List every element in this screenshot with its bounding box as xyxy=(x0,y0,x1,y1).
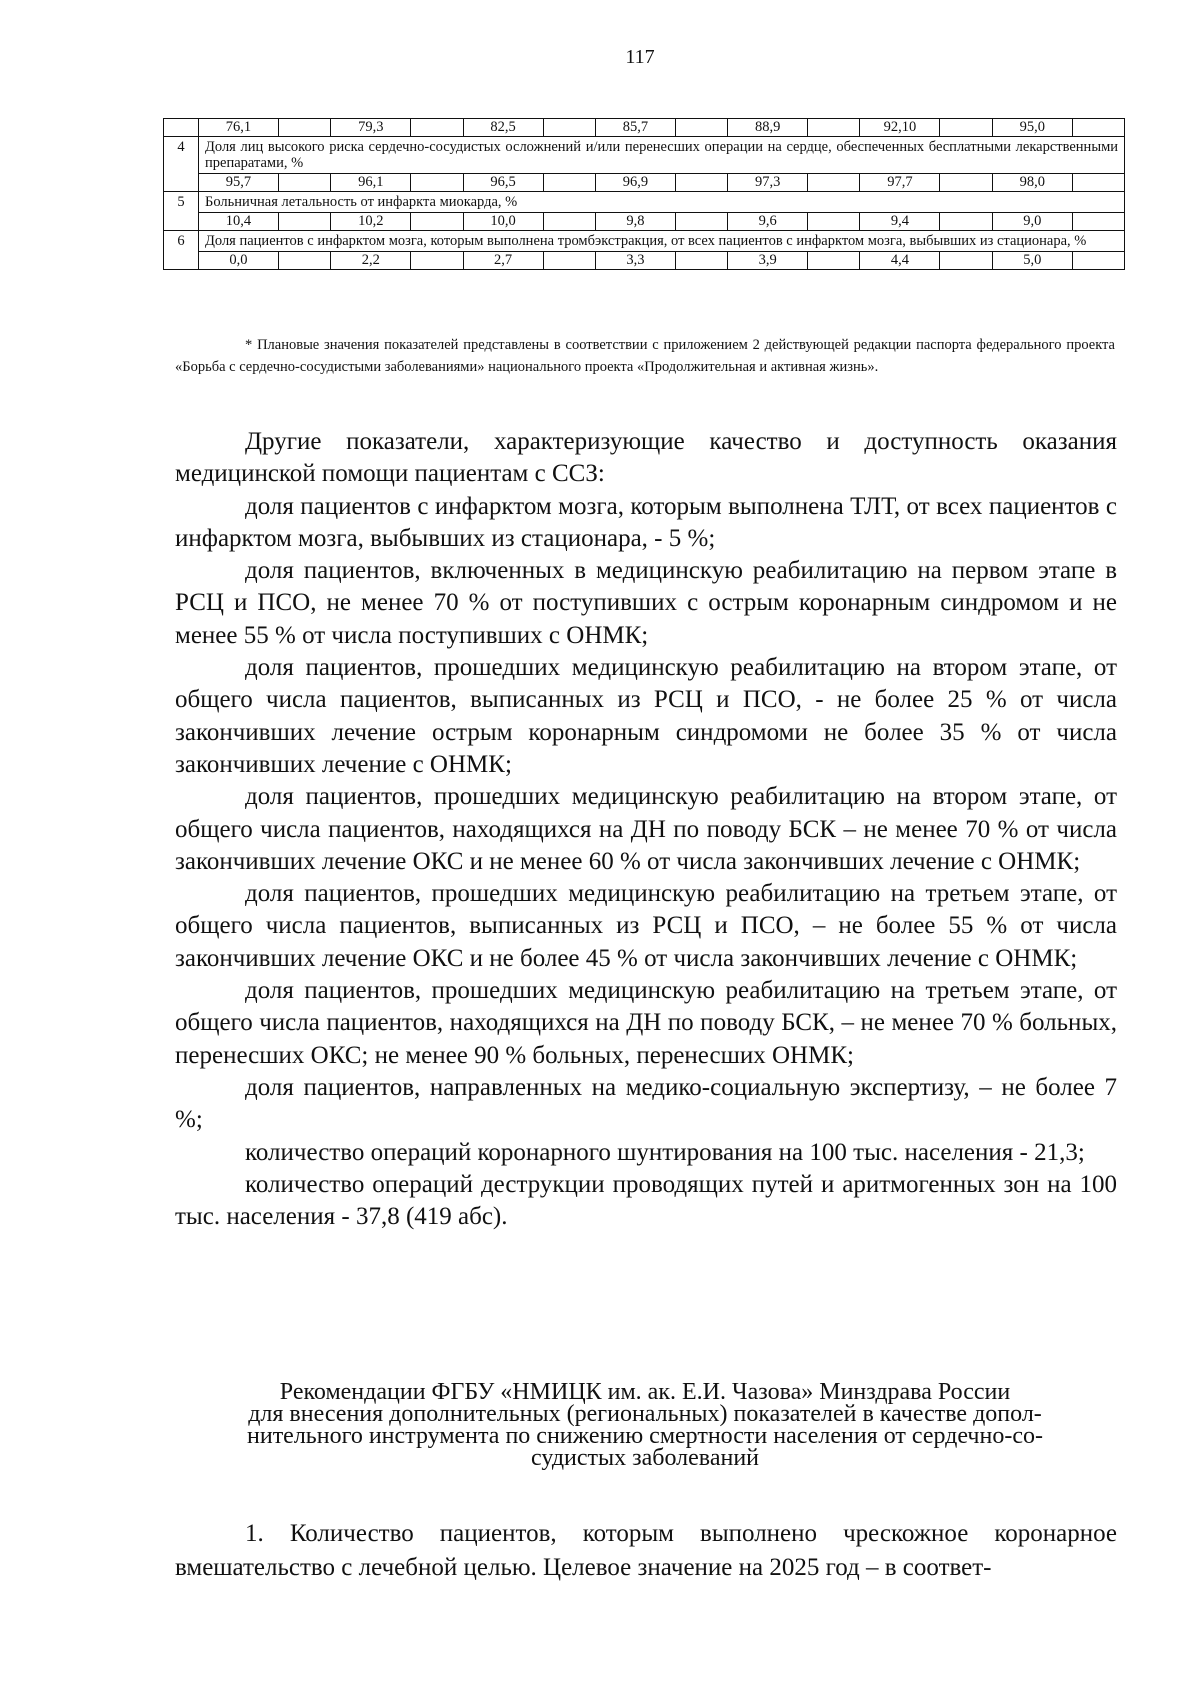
body-text xyxy=(175,426,1117,1233)
value-cell xyxy=(544,213,596,230)
indicator-title: Доля лиц высокого риска сердечно-сосудистых осложнений и/или перенесших операции на сердце, обеспеченных бесплатными лекарственными препаратами, % xyxy=(199,137,1125,174)
value-cell xyxy=(940,213,992,230)
value-cell: 98,0 xyxy=(993,174,1073,191)
value-cell xyxy=(676,252,728,269)
heading-line: нительного инструмента по снижению смертности населения от сердечно-со- xyxy=(247,1423,1043,1449)
value-cell xyxy=(279,252,331,269)
value-cell: 3,9 xyxy=(728,252,808,269)
footnote: * Плановые значения показателей представлены в соответствии с приложением 2 действующей редакции паспорта федерального проекта «Борьба с сердечно-сосудистыми заболеваниями» национального проекта «Продолжительная и активная жизнь». xyxy=(175,337,1115,375)
value-cell: 92,10 xyxy=(860,119,940,136)
heading-line: Рекомендации ФГБУ «НМИЦК им. ак. Е.И. Чазова» Минздрава России xyxy=(279,1379,1011,1405)
table-row xyxy=(164,213,1125,231)
value-cell xyxy=(544,252,596,269)
value-cell: 10,0 xyxy=(464,213,544,230)
values-row xyxy=(199,119,1124,136)
value-cell xyxy=(544,119,596,136)
value-cell xyxy=(411,174,463,191)
value-cell xyxy=(808,252,860,269)
table-row xyxy=(164,174,1125,192)
value-cell: 96,5 xyxy=(464,174,544,191)
indicator-title: Доля пациентов с инфарктом мозга, которым выполнена тромбэкстракция, от всех пациентов с инфарктом мозга, выбывших из стационара, % xyxy=(199,231,1125,252)
row-number: 5 xyxy=(164,192,199,231)
paragraph: доля пациентов, прошедших медицинскую реабилитацию на третьем этапе, от общего числа пациентов, находящихся на ДН по поводу БСК, – не менее 70 % больных, перенесших ОКС; не менее 90 % больных, перенесших ОНМК; xyxy=(175,977,1117,1069)
heading-line: для внесения дополнительных (региональных) показателей в качестве допол- xyxy=(248,1401,1042,1427)
value-cell xyxy=(940,119,992,136)
table-row xyxy=(164,231,1125,252)
paragraph: доля пациентов с инфарктом мозга, которым выполнена ТЛТ, от всех пациентов с инфарктом мозга, выбывших из стационара, - 5 %; xyxy=(175,492,1117,552)
value-cell: 95,0 xyxy=(993,119,1073,136)
value-cell xyxy=(411,252,463,269)
value-cell xyxy=(1073,252,1124,269)
row-number xyxy=(164,119,199,137)
indicator-title: Больничная летальность от инфаркта миокарда, % xyxy=(199,192,1125,213)
value-cell: 97,3 xyxy=(728,174,808,191)
value-cell xyxy=(676,213,728,230)
value-cell xyxy=(279,119,331,136)
value-cell xyxy=(411,119,463,136)
paragraph: доля пациентов, направленных на медико-социальную экспертизу, – не более 7 %; xyxy=(175,1073,1117,1134)
numbered-paragraph: 1. Количество пациентов, которым выполнено чрескожное коронарное вмешательство с лечебной целью. Целевое значение на 2025 год – в соответ- xyxy=(175,1520,1117,1581)
table-row xyxy=(164,192,1125,213)
table-row xyxy=(164,119,1125,137)
value-cell xyxy=(676,174,728,191)
value-cell: 9,6 xyxy=(728,213,808,230)
value-cell xyxy=(1073,174,1124,191)
value-cell: 95,7 xyxy=(199,174,279,191)
value-cell xyxy=(544,174,596,191)
value-cell xyxy=(676,119,728,136)
value-cell xyxy=(808,213,860,230)
values-row xyxy=(199,174,1124,191)
value-cell: 10,4 xyxy=(199,213,279,230)
value-cell: 4,4 xyxy=(860,252,940,269)
value-cell: 9,8 xyxy=(596,213,676,230)
value-cell: 96,9 xyxy=(596,174,676,191)
value-cell xyxy=(808,174,860,191)
value-cell xyxy=(940,174,992,191)
value-cell: 2,7 xyxy=(464,252,544,269)
value-cell: 5,0 xyxy=(993,252,1073,269)
value-cell xyxy=(279,174,331,191)
page-number: 117 xyxy=(625,46,655,68)
row-number: 4 xyxy=(164,137,199,192)
value-cell xyxy=(1073,119,1124,136)
value-cell xyxy=(279,213,331,230)
value-cell: 88,9 xyxy=(728,119,808,136)
value-cell: 10,2 xyxy=(331,213,411,230)
value-cell xyxy=(808,119,860,136)
heading-line: судистых заболеваний xyxy=(531,1445,759,1471)
value-cell: 82,5 xyxy=(464,119,544,136)
value-cell: 96,1 xyxy=(331,174,411,191)
values-row xyxy=(199,252,1124,269)
value-cell: 97,7 xyxy=(860,174,940,191)
table-row xyxy=(164,252,1125,270)
paragraph: доля пациентов, включенных в медицинскую реабилитацию на первом этапе в РСЦ и ПСО, не менее 70 % от поступивших с острым коронарным синдромом и не менее 55 % от числа поступивших с ОНМК; xyxy=(175,557,1117,649)
paragraph: доля пациентов, прошедших медицинскую реабилитацию на третьем этапе, от общего числа пациентов, выписанных из РСЦ и ПСО, – не более 55 % от числа закончивших лечение ОКС и не более 45 % от числа закончивших лечение с ОНМК; xyxy=(175,880,1117,972)
value-cell: 9,4 xyxy=(860,213,940,230)
indicators-table xyxy=(163,118,1125,270)
values-row xyxy=(199,213,1124,230)
value-cell: 76,1 xyxy=(199,119,279,136)
paragraph: доля пациентов, прошедших медицинскую реабилитацию на втором этапе, от общего числа пациентов, выписанных из РСЦ и ПСО, - не более 25 % от числа закончивших лечение острым коронарным синдромоми не более 35 % от числа закончивших лечение с ОНМК; xyxy=(175,654,1117,778)
row-number: 6 xyxy=(164,231,199,270)
paragraph: доля пациентов, прошедших медицинскую реабилитацию на втором этапе, от общего числа пациентов, находящихся на ДН по поводу БСК – не менее 70 % от числа закончивших лечение ОКС и не менее 60 % от числа закончивших лечение с ОНМК; xyxy=(175,783,1117,875)
value-cell: 79,3 xyxy=(331,119,411,136)
paragraph: количество операций деструкции проводящих путей и аритмогенных зон на 100 тыс. населения - 37,8 (419 абс). xyxy=(175,1170,1117,1231)
value-cell xyxy=(940,252,992,269)
value-cell xyxy=(1073,213,1124,230)
value-cell: 2,2 xyxy=(331,252,411,269)
paragraph: Другие показатели, характеризующие качество и доступность оказания медицинской помощи пациентам с ССЗ: xyxy=(175,428,1117,488)
paragraph: количество операций коронарного шунтирования на 100 тыс. населения - 21,3; xyxy=(245,1138,1085,1166)
value-cell: 9,0 xyxy=(993,213,1073,230)
value-cell: 85,7 xyxy=(596,119,676,136)
section-heading xyxy=(175,1381,1115,1469)
value-cell: 3,3 xyxy=(596,252,676,269)
value-cell: 0,0 xyxy=(199,252,279,269)
table-row xyxy=(164,137,1125,174)
value-cell xyxy=(411,213,463,230)
